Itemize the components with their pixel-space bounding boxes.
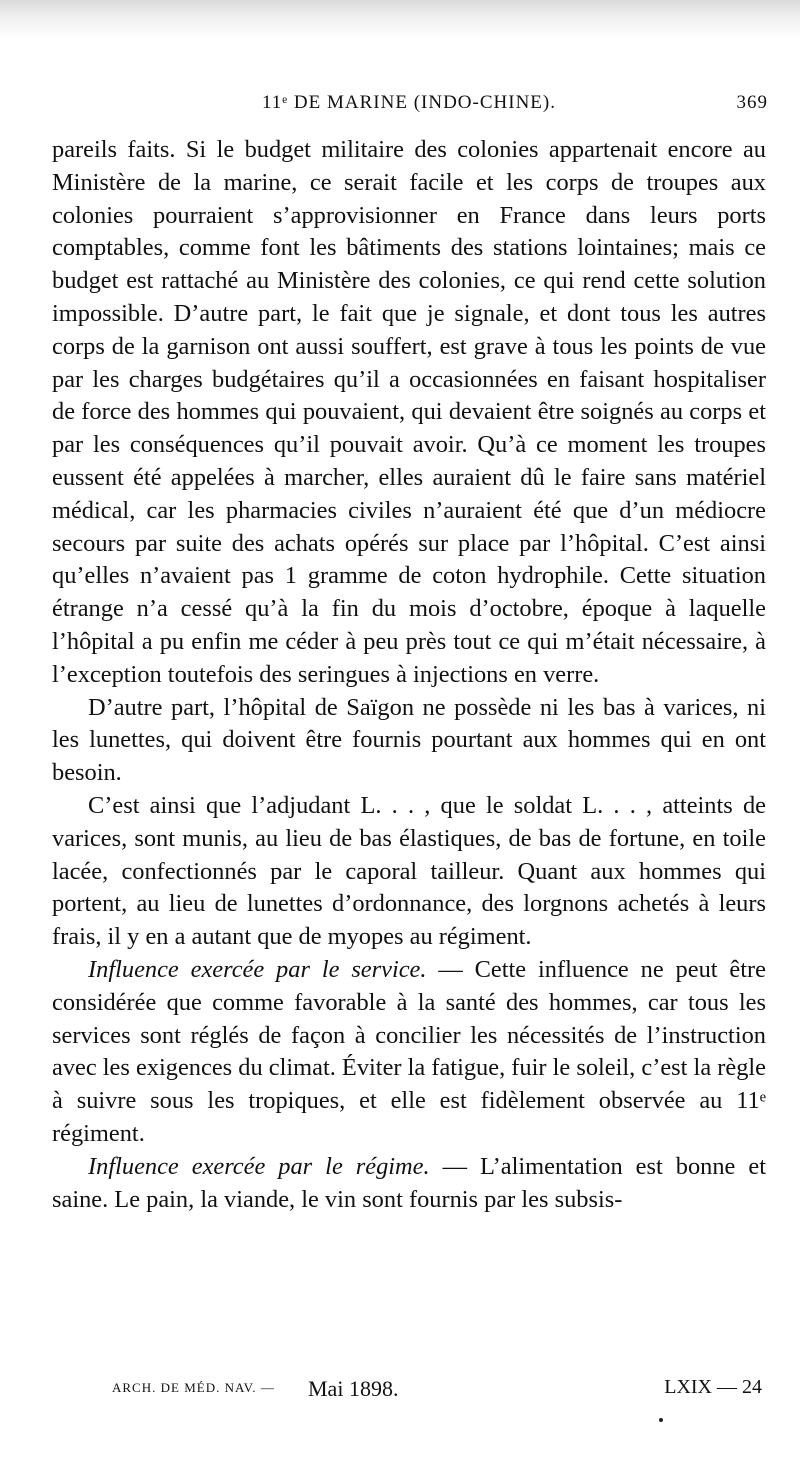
section-lead-regime: Influence exercée par le régime. <box>88 1152 430 1180</box>
paragraph-continuation: pareils faits. Si le budget militaire des colonies appartenait encore au Ministère de la marine, ce serait facile et les corps de troupes aux colonies pourraient s’approvisionner en France dans leurs ports comptables, comme font les bâtiments des stations lointaines; mais ce budget est rattaché au Ministère des colonies, ce qui rend cette solution impossible. D’autre part, le fait que je signale, et dont tous les autres corps de la garnison ont aussi souffert, est grave à tous les points de vue par les charges budgétaires qu’il a occasionnées en faisant hospitaliser de force des hommes qui pouvaient, qui devaient être soignés au corps et par les conséquences qu’il pouvait avoir. Qu’à ce moment les troupes eussent été appelées à marcher, elles auraient dû le faire sans matériel médical, car les pharmacies civiles n’auraient été que d’un médiocre secours par suite des achats opérés sur place par l’hôpital. C’est ainsi qu’elles n’avaient pas 1 gramme de coton hydrophile. Cette situation étrange n’a cessé qu’à la fin du mois d’octobre, époque à laquelle l’hôpital a pu enfin me céder à peu près tout ce qui m’était nécessaire, à l’exception toutefois des seringues à injections en verre. <box>52 136 766 688</box>
page-footer <box>112 1376 762 1406</box>
paragraph-regime-text: — L’alimentation est bonne et saine. Le pain, la viande, le vin sont fournis par les subsis- <box>52 1152 766 1213</box>
page-number: 369 <box>736 92 768 113</box>
print-mark <box>659 1418 663 1422</box>
running-title: 11ᵉ DE MARINE (INDO-CHINE). <box>262 92 556 113</box>
paragraph-service-text: — Cette influence ne peut être considérée que comme favorable à la santé des hommes, car tous les services sont réglés de façon à concilier les nécessités de l’instruction avec les exigences du climat. Éviter la fatigue, fuir le soleil, c’est la règle à suivre sous les tropiques, et elle est fidèlement observée au 11ᵉ régiment. <box>52 955 766 1147</box>
paragraph-regime-influence <box>52 1151 766 1217</box>
scan-edge-shadow <box>0 0 800 40</box>
body-text <box>52 134 766 1216</box>
section-lead-service: Influence exercée par le service. <box>88 955 427 983</box>
footer-journal: ARCH. DE MÉD. NAV. — <box>112 1380 275 1395</box>
running-header <box>50 92 768 122</box>
paragraph-saigon-hospital: D’autre part, l’hôpital de Saïgon ne possède ni les bas à varices, ni les lunettes, qui doivent être fournis pourtant aux hommes qui en ont besoin. <box>52 693 766 787</box>
footer-signature: LXIX — 24 <box>664 1376 762 1398</box>
paragraph-varices-example: C’est ainsi que l’adjudant L. . . , que le soldat L. . . , atteints de varices, sont munis, au lieu de bas élastiques, de bas de fortune, en toile lacée, confectionnés par le caporal tailleur. Quant aux hommes qui portent, au lieu de lunettes d’ordonnance, des lorgnons achetés à leurs frais, il y en a autant que de myopes au régiment. <box>52 791 766 951</box>
paragraph-service-influence <box>52 954 766 1151</box>
footer-date: Mai 1898. <box>308 1376 399 1401</box>
